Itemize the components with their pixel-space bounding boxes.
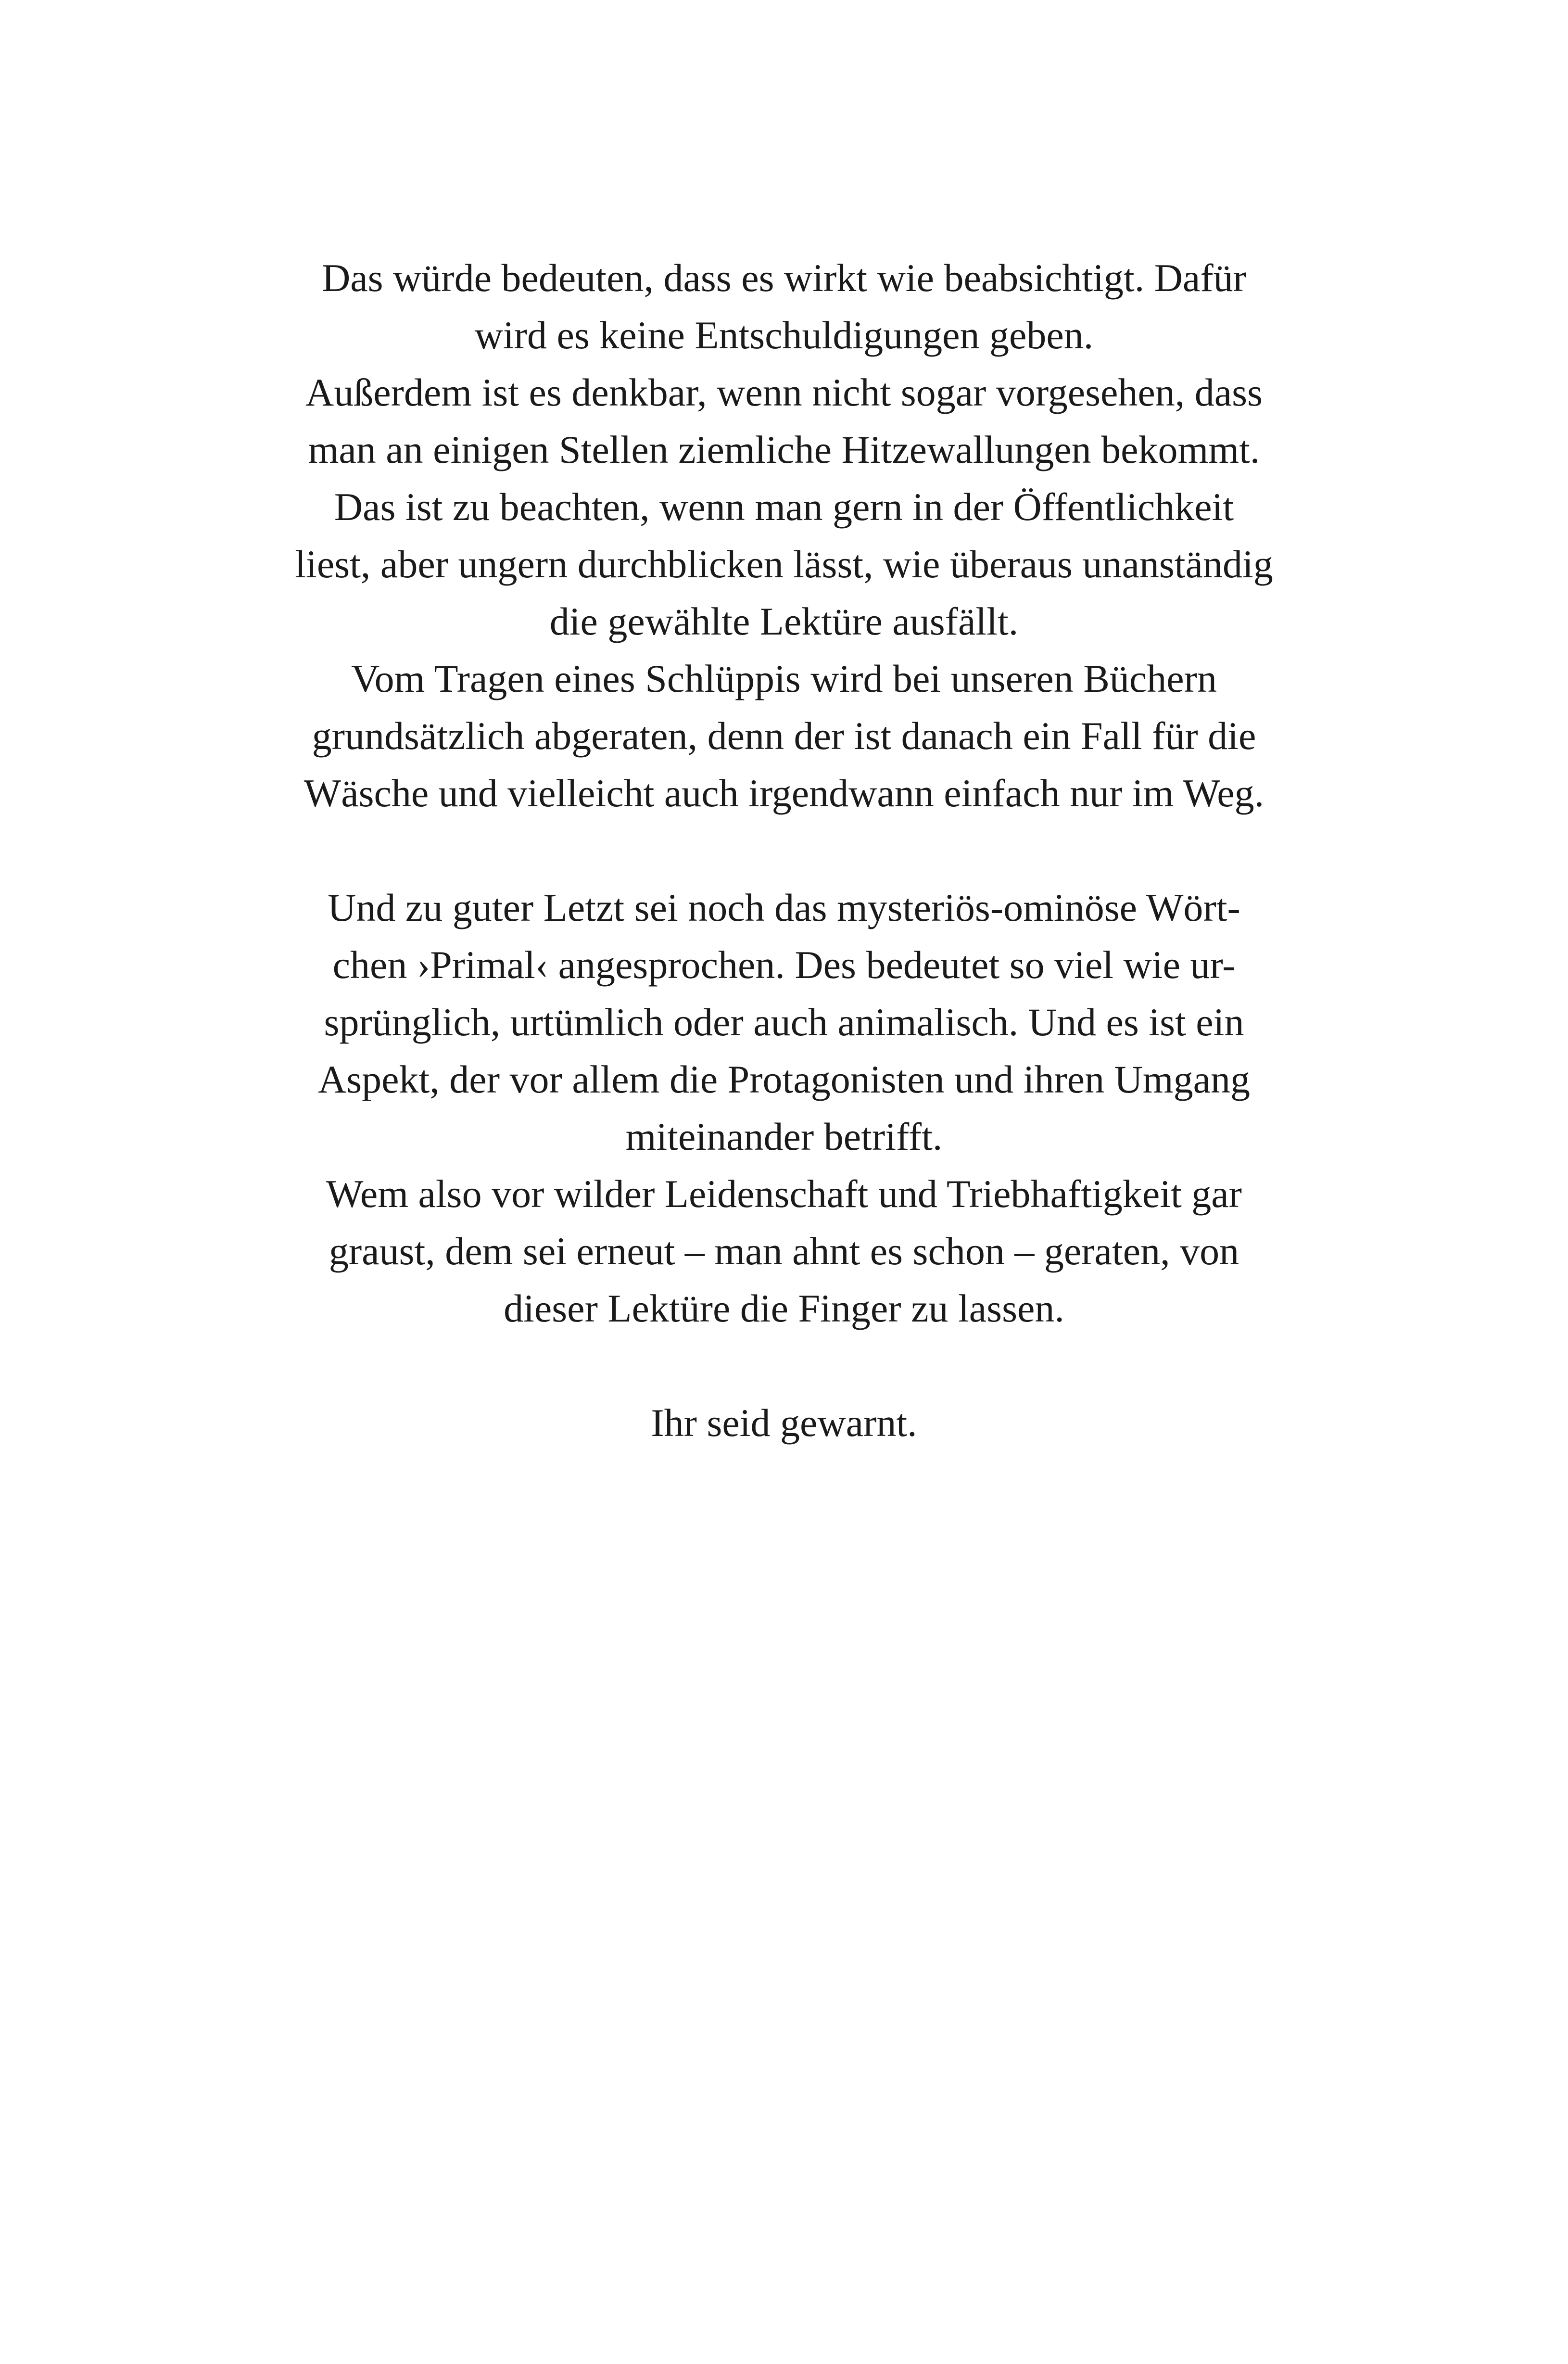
text-line: miteinander betrifft. [625,1115,943,1158]
text-line: graust, dem sei erneut – man ahnt es schon – geraten, von [329,1229,1239,1273]
text-line: Das würde bedeuten, dass es wirkt wie beabsichtigt. Dafür [322,256,1246,300]
text-line: sprünglich, urtümlich oder auch animalisch. Und es ist ein [324,1000,1244,1044]
text-line: Vom Tragen eines Schlüppis wird bei unseren Büchern [351,657,1217,700]
text-line: man an einigen Stellen ziemliche Hitzewallungen bekommt. [308,428,1260,471]
closing-line: Ihr seid gewarnt. [651,1401,917,1445]
text-line: Aspekt, der vor allem die Protagonisten und ihren Umgang [318,1057,1250,1101]
text-line: liest, aber ungern durchblicken lässt, wie überaus unanständig [295,542,1273,586]
paragraph-gap [144,1337,1424,1394]
page-text [144,249,1424,1451]
text-line: Wäsche und vielleicht auch irgendwann einfach nur im Weg. [303,771,1265,815]
paragraph-2 [144,879,1424,1337]
text-line: Wem also vor wilder Leidenschaft und Triebhaftigkeit gar [326,1172,1242,1216]
text-line: die gewählte Lektüre ausfällt. [549,599,1019,643]
text-line: dieser Lektüre die Finger zu lassen. [504,1286,1064,1330]
text-line: grundsätzlich abgeraten, denn der ist danach ein Fall für die [312,714,1256,758]
paragraph-1 [144,249,1424,822]
text-line: Das ist zu beachten, wenn man gern in der Öffentlichkeit [334,485,1234,529]
text-line: wird es keine Entschuldigungen geben. [474,313,1094,357]
paragraph-gap [144,822,1424,879]
text-line: chen ›Primal‹ angesprochen. Des bedeutet so viel wie ur- [332,943,1236,987]
text-line: Außerdem ist es denkbar, wenn nicht sogar vorgesehen, dass [305,370,1263,414]
text-line: Und zu guter Letzt sei noch das mysteriös-ominöse Wört- [328,886,1240,929]
